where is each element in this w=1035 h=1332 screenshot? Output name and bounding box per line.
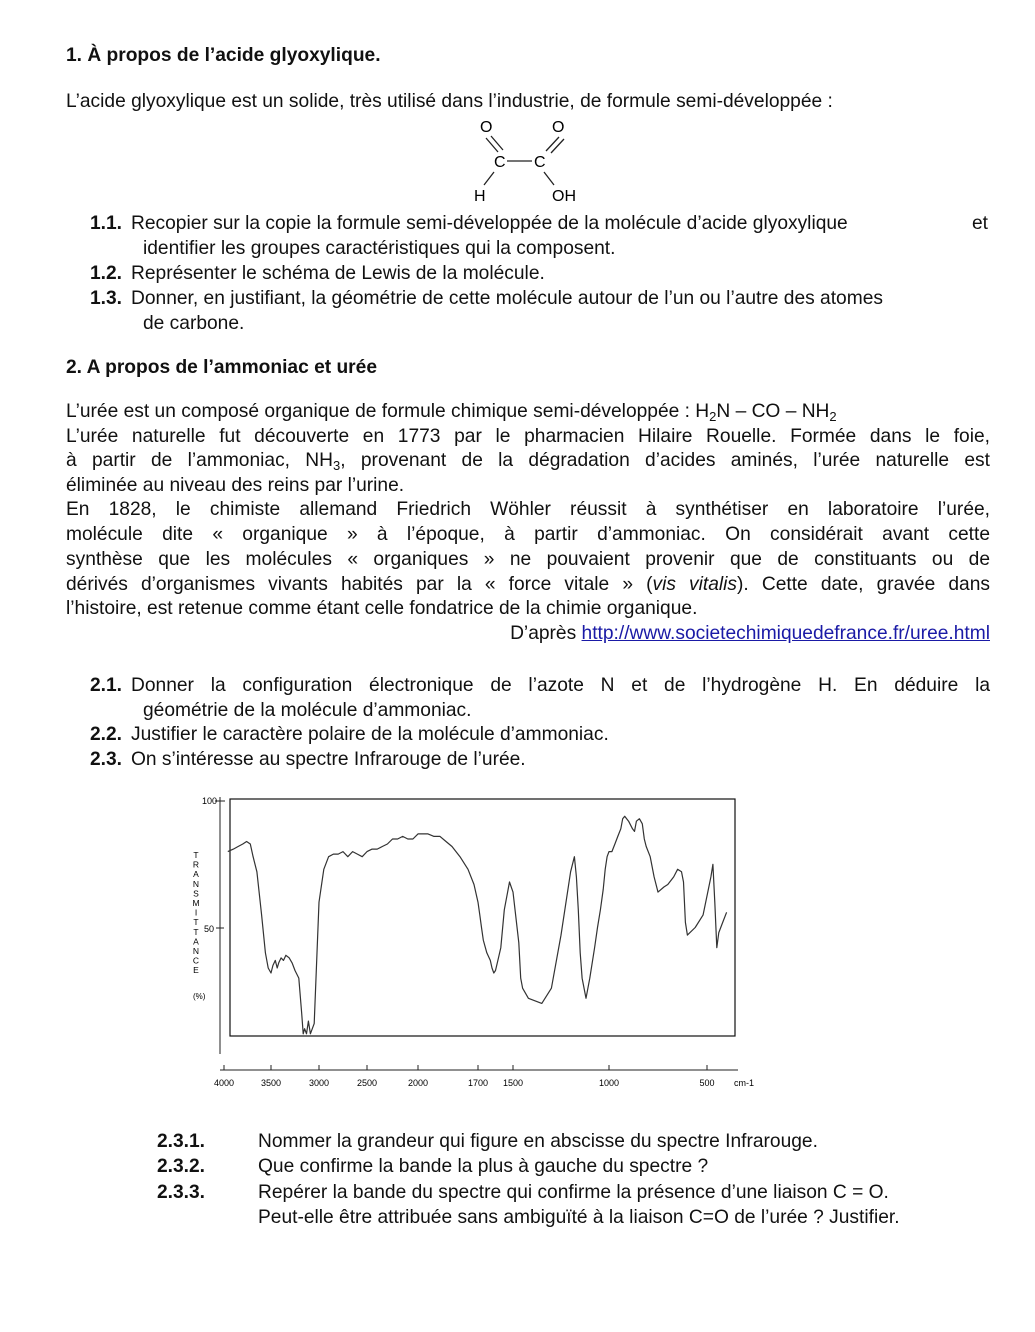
section-1-intro: L’acide glyoxylique est un solide, très utilisé dans l’industrie, de formule semi-développée : [66, 91, 833, 112]
y-axis-unit: (%) [193, 992, 206, 1001]
formula-mid: N – CO – NH [716, 401, 830, 422]
x-tick-label: 2000 [407, 1078, 429, 1088]
question-1-3-line2: de carbone. [143, 313, 245, 334]
x-tick-label: 3000 [308, 1078, 330, 1088]
x-tick-label: 1000 [598, 1078, 620, 1088]
question-number: 2.3. [90, 749, 123, 770]
question-2-2: Justifier le caractère polaire de la molécule d’ammoniac. [131, 724, 609, 745]
y-axis-label [192, 850, 199, 975]
question-number: 2.1. [90, 675, 123, 696]
x-tick-label: 1500 [502, 1078, 524, 1088]
source-prefix: D’après [510, 623, 582, 644]
question-number: 2.3.1. [157, 1131, 206, 1152]
atom-c-right: C [534, 154, 546, 171]
paragraph-line: L’urée naturelle fut découverte en 1773 par le pharmacien Hilaire Rouelle. Formée dans le foie, [66, 426, 990, 447]
plot-frame [230, 799, 735, 1036]
text-span: ). Cette date, gravée dans [737, 574, 990, 595]
x-tick-label: 500 [699, 1078, 715, 1088]
atom-oh: OH [552, 188, 576, 205]
y-tick-label: 100 [202, 796, 218, 806]
y-axis-label-letter: A [193, 936, 199, 947]
question-number: 2.3.2. [157, 1156, 206, 1177]
question-number: 2.2. [90, 724, 123, 745]
x-tick-label: 1700 [467, 1078, 489, 1088]
paragraph-line: molécule dite « organique » à l’époque, à partir d’ammoniac. On considérait avant cette [66, 524, 990, 545]
question-number: 1.2. [90, 263, 123, 284]
y-axis-label-letter: N [192, 878, 200, 889]
paragraph-line: éliminée au niveau des reins par l’urine. [66, 475, 405, 496]
question-2-3-3-line1: Repérer la bande du spectre qui confirme la présence d’une liaison C = O. [258, 1182, 889, 1203]
y-axis-label-letter: C [192, 955, 200, 966]
question-2-3-1: Nommer la grandeur qui figure en abscisse du spectre Infrarouge. [258, 1131, 818, 1152]
y-axis-label-letter: M [192, 898, 200, 908]
question-number: 1.1. [90, 213, 123, 234]
y-axis-label-letter: I [194, 907, 198, 918]
atom-h: H [474, 188, 486, 205]
y-axis-label-letter: T [193, 917, 199, 928]
x-tick-label: 3500 [260, 1078, 282, 1088]
formula-intro: L’urée est un composé organique de formule chimique semi-développée : H [66, 401, 710, 422]
x-tick-label: 2500 [356, 1078, 378, 1088]
section-1-heading: 1. À propos de l’acide glyoxylique. [66, 45, 381, 66]
question-2-3: On s’intéresse au spectre Infrarouge de l’urée. [131, 749, 526, 770]
question-1-1-line1-end: et [972, 213, 989, 234]
atom-c-left: C [494, 154, 506, 171]
y-axis-label-letter: T [193, 850, 199, 860]
ir-spectrum-line [228, 816, 727, 1034]
question-1-1-line2: identifier les groupes caractéristiques qui la composent. [143, 238, 616, 259]
y-tick-label: 50 [204, 924, 215, 934]
question-number: 1.3. [90, 288, 123, 309]
atom-o-left: O [480, 119, 493, 136]
y-axis-label-letter: T [193, 926, 199, 937]
formula-sub: 2 [709, 409, 717, 424]
x-axis-ticks [214, 1065, 715, 1088]
question-2-1-line1: Donner la configuration électronique de l’azote N et de l’hydrogène H. En déduire la [131, 675, 990, 696]
x-tick-label: 4000 [213, 1078, 235, 1088]
formula-sub: 3 [333, 458, 341, 473]
question-2-3-3-line2: Peut-elle être attribuée sans ambiguïté à la liaison C=O de l’urée ? Justifier. [258, 1207, 900, 1228]
formula-sub: 2 [829, 409, 837, 424]
paragraph-line: En 1828, le chimiste allemand Friedrich Wöhler réussit à synthétiser en laboratoire l’urée, [66, 499, 990, 520]
question-2-3-2: Que confirme la bande la plus à gauche du spectre ? [258, 1156, 709, 1177]
y-axis-label-letter: A [193, 869, 199, 880]
x-axis-label: cm-1 [734, 1078, 754, 1088]
question-number: 2.3.3. [157, 1182, 206, 1203]
question-1-2: Représenter le schéma de Lewis de la molécule. [131, 263, 545, 284]
paragraph-line: l’histoire, est retenue comme étant celle fondatrice de la chimie organique. [66, 598, 698, 619]
atom-o-right: O [552, 119, 565, 136]
question-2-1-line2: géométrie de la molécule d’ammoniac. [143, 700, 472, 721]
text-span: à partir de l’ammoniac, NH [66, 450, 334, 471]
y-axis-label-letter: S [193, 888, 199, 899]
section-2-heading: 2. A propos de l’ammoniac et urée [66, 357, 377, 378]
y-axis-label-letter: R [192, 859, 200, 870]
y-axis-label-letter: N [192, 946, 200, 956]
y-axis-label-letter: E [193, 965, 199, 976]
question-1-3-line1: Donner, en justifiant, la géométrie de cette molécule autour de l’un ou l’autre des atomes [131, 288, 883, 309]
italic-text: vis vitalis [652, 574, 738, 595]
source-link[interactable]: http://www.societechimiquedefrance.fr/uree.html [581, 623, 990, 644]
question-1-1-line1: Recopier sur la copie la formule semi-développée de la molécule d’acide glyoxylique [131, 213, 848, 234]
paragraph-line: synthèse que les molécules « organiques » ne pouvaient provenir que de constituants ou de [66, 549, 990, 570]
text-span: , provenant de la dégradation d’acides aminés, l’urée naturelle est [340, 450, 990, 471]
text-span: dérivés d’organismes vivants habités par la « force vitale » ( [66, 574, 653, 595]
